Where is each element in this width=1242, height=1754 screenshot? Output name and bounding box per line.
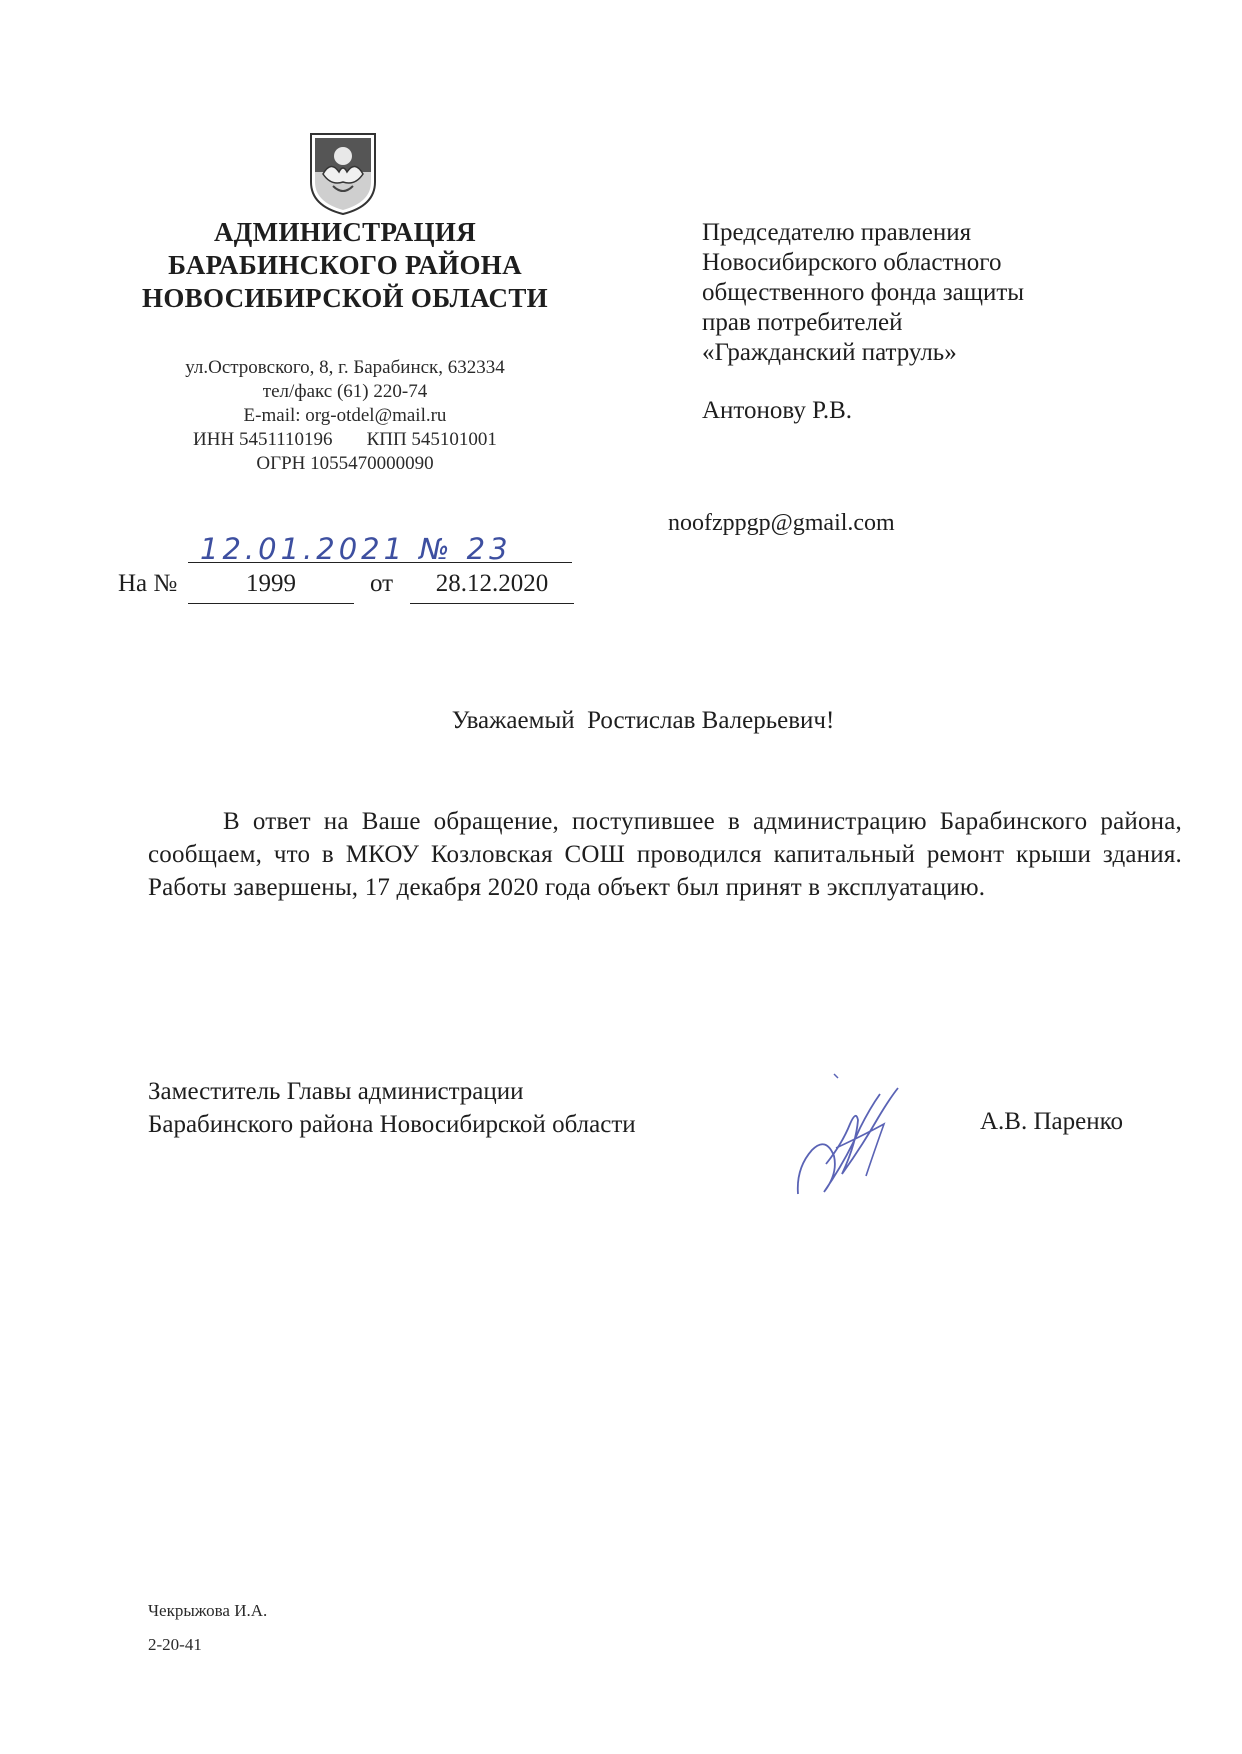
registration-divider (188, 562, 572, 563)
coat-of-arms-icon (307, 130, 379, 216)
sender-ogrn: ОГРН 1055470000090 (256, 453, 434, 474)
reference-number-label: На № (118, 570, 178, 597)
recipient-line: «Гражданский патруль» (702, 339, 957, 366)
recipient-line: прав потребителей (702, 309, 903, 336)
recipient-block (702, 218, 1182, 426)
sender-org-line: БАРАБИНСКОГО РАЙОНА (168, 250, 522, 280)
signatory-title-line: Заместитель Главы администрации (148, 1078, 524, 1105)
recipient-line: общественного фонда защиты (702, 279, 1025, 306)
sender-address: ул.Островского, 8, г. Барабинск, 632334 (185, 357, 505, 378)
sender-requisites (100, 428, 590, 452)
executor-info (148, 1594, 267, 1662)
executor-name: Чекрыжова И.А. (148, 1601, 268, 1620)
sender-organization (100, 216, 590, 315)
sender-contacts (100, 356, 590, 476)
sender-inn: ИНН 5451110196 (193, 429, 333, 450)
handwritten-signature (786, 1064, 926, 1208)
sender-kpp: КПП 545101001 (366, 429, 497, 450)
executor-phone: 2-20-41 (148, 1635, 202, 1654)
recipient-line: Новосибирского областного (702, 249, 1002, 276)
recipient-email: noofzppgp@gmail.com (668, 510, 895, 536)
sender-org-line: АДМИНИСТРАЦИЯ (213, 217, 476, 247)
sender-email: E-mail: org-otdel@mail.ru (243, 405, 447, 426)
recipient-line: Председателю правления (702, 219, 972, 246)
reference-row (118, 570, 598, 604)
reference-date: 28.12.2020 (410, 570, 574, 604)
sender-phone: тел/факс (61) 220-74 (262, 381, 428, 402)
signatory-name: А.В. Паренко (980, 1108, 1123, 1135)
reference-number: 1999 (188, 570, 354, 604)
reference-from-label: от (370, 570, 394, 597)
recipient-name: Антонову Р.В. (702, 397, 853, 424)
signatory-title (148, 1075, 788, 1141)
signatory-title-line: Барабинского района Новосибирской области (148, 1111, 636, 1138)
sender-org-line: НОВОСИБИРСКОЙ ОБЛАСТИ (142, 283, 548, 313)
registration-handwritten: 12.01.2021 № 23 (200, 532, 512, 566)
greeting: Уважаемый Ростислав Валерьевич! (451, 707, 835, 734)
letter-body: В ответ на Ваше обращение, поступившее в администрацию Барабинского района, сообщаем, что в МКОУ Козловская СОШ проводился капитальный ремонт крыши здания. Работы завершены, 17 декабря 2020 года объект был принят в эксплуатацию. (148, 808, 1182, 901)
